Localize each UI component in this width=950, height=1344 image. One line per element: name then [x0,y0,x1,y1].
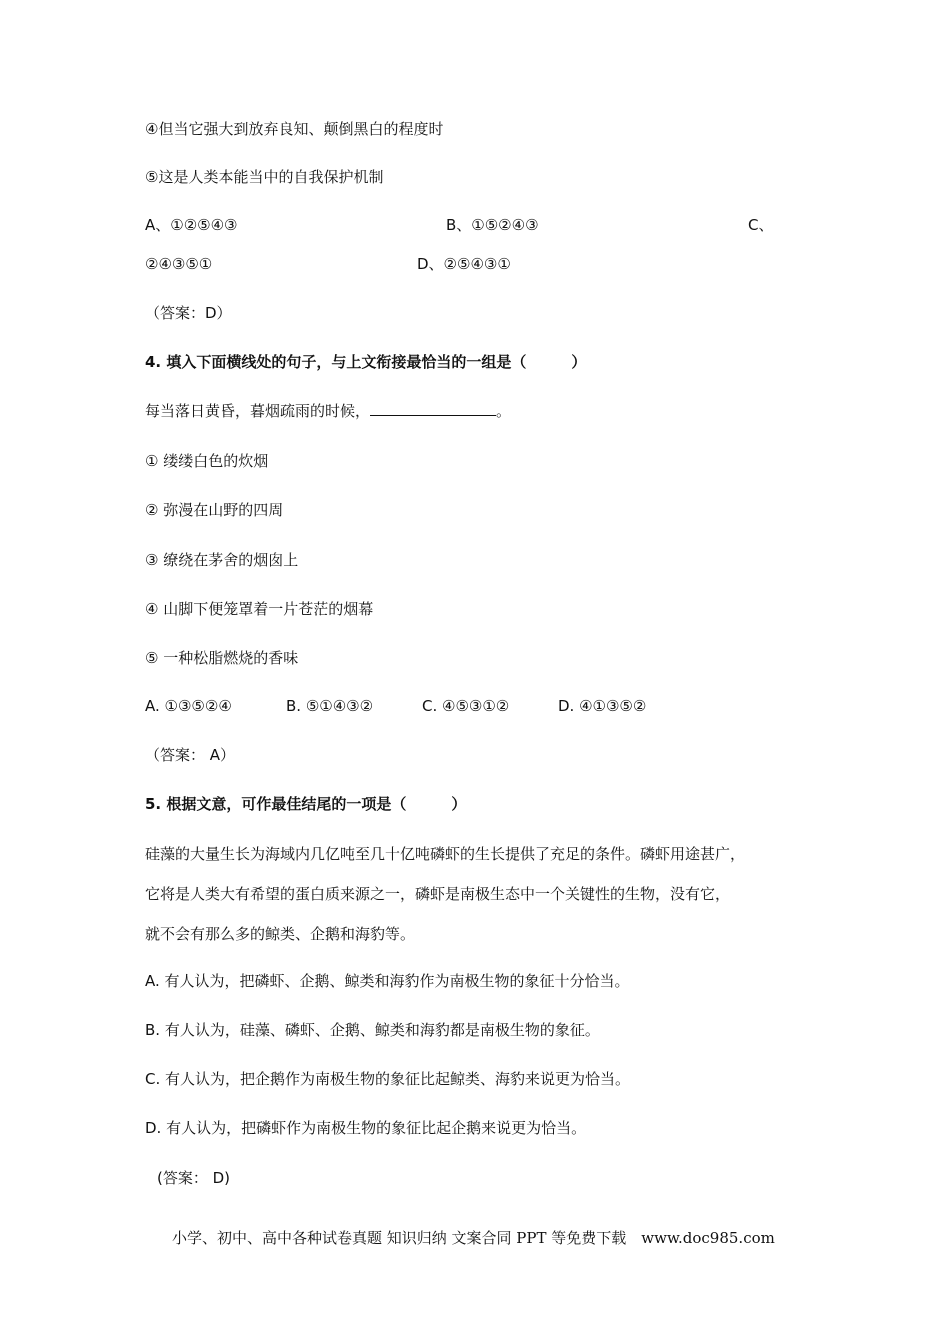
q4-option-a: A. ①③⑤②④ [145,697,232,715]
q5-option-b: B. 有人认为，硅藻、磷虾、企鹅、鲸类和海豹都是南极生物的象征。 [145,1021,600,1039]
q4-blank-line [370,401,496,416]
q3-option-c: C、 [748,216,774,234]
q4-item-3: ③ 缭绕在茅舍的烟囱上 [145,551,299,569]
q4-option-d: D. ④①③⑤② [558,697,647,715]
q3-item-5: ⑤这是人类本能当中的自我保护机制 [145,168,384,186]
q4-number: 4. [145,353,162,371]
q5-passage-line-3: 就不会有那么多的鲸类、企鹅和海豹等。 [145,925,416,943]
q5-answer: (答案： D) [157,1169,231,1187]
q3-option-c-continued: ②④③⑤① [145,255,213,273]
q5-title-text: 根据文意，可作最佳结尾的一项是（ ） [166,795,467,813]
q5-option-d: D. 有人认为，把磷虾作为南极生物的象征比起企鹅来说更为恰当。 [145,1119,587,1137]
q5-passage-line-2: 它将是人类大有希望的蛋白质来源之一，磷虾是南极生态中一个关键性的生物，没有它， [145,885,731,903]
q5-title [145,794,466,814]
q4-title-text: 填入下面横线处的句子，与上文衔接最恰当的一组是（ ） [166,353,587,371]
q3-answer: （答案：D） [145,304,232,322]
q5-passage-line-1: 硅藻的大量生长为海域内几亿吨至几十亿吨磷虾的生长提供了充足的条件。磷虾用途甚广， [145,845,746,863]
q4-option-c: C. ④⑤③①② [422,697,510,715]
q4-title [145,352,586,372]
q3-option-a: A、①②⑤④③ [145,216,238,234]
q4-item-2: ② 弥漫在山野的四周 [145,501,284,519]
q5-number: 5. [145,795,162,813]
q5-option-c: C. 有人认为，把企鹅作为南极生物的象征比起鲸类、海豹来说更为恰当。 [145,1070,631,1088]
q3-item-4: ④但当它强大到放弃良知、颠倒黑白的程度时 [145,120,444,138]
q4-item-4: ④ 山脚下便笼罩着一片苍茫的烟幕 [145,600,374,618]
q4-answer: （答案： A） [145,746,236,764]
q4-stem-before: 每当落日黄昏，暮烟疏雨的时候， [145,402,371,420]
q4-item-1: ① 缕缕白色的炊烟 [145,452,269,470]
page-footer: 小学、初中、高中各种试卷真题 知识归纳 文案合同 PPT 等免费下载 www.doc985.com [172,1229,775,1247]
q3-option-b: B、①⑤②④③ [446,216,539,234]
q4-stem-after: 。 [496,402,512,420]
q3-option-d: D、②⑤④③① [417,255,511,273]
q5-option-a: A. 有人认为，把磷虾、企鹅、鲸类和海豹作为南极生物的象征十分恰当。 [145,972,630,990]
q4-stem [145,401,511,421]
q4-option-b: B. ⑤①④③② [286,697,374,715]
q4-item-5: ⑤ 一种松脂燃烧的香味 [145,649,299,667]
